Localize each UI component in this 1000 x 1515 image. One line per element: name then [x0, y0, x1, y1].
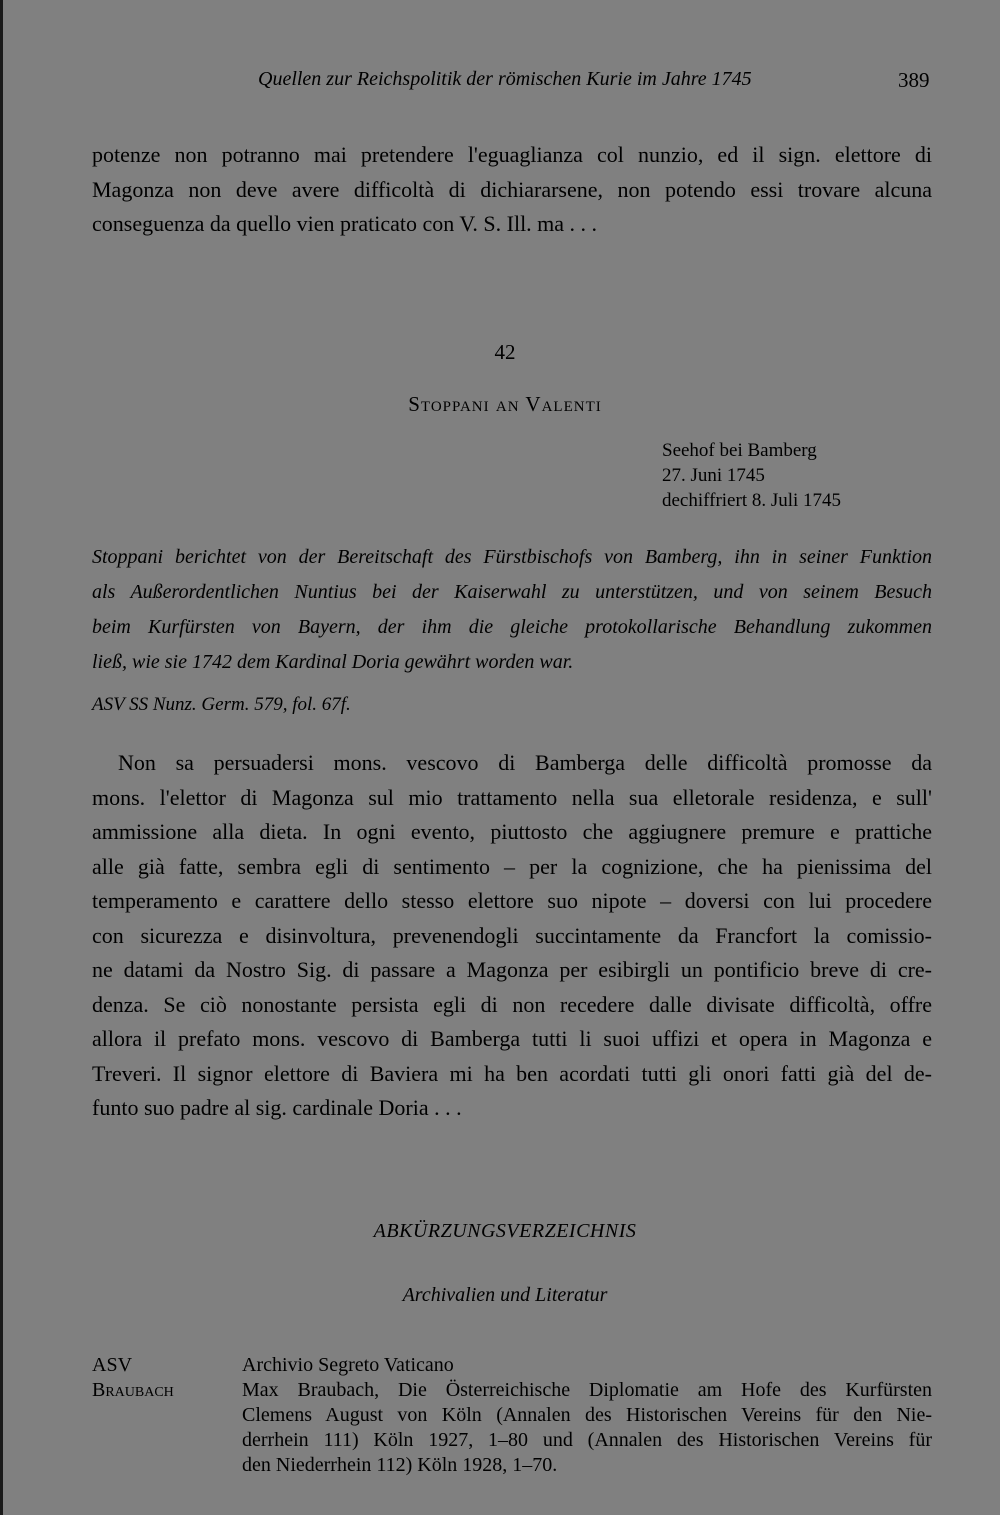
body-line: allora il prefato mons. vescovo di Bamberga tutti li suoi uffizi et opera in Magonza e	[92, 1026, 932, 1051]
dateline-deciphered: dechiffriert 8. Juli 1745	[662, 490, 842, 511]
expansion-line: Clemens August von Köln (Annalen des Historischen Vereins für den Nie-	[242, 1404, 932, 1426]
expansion-line: Archivio Segreto Vaticano	[242, 1354, 454, 1376]
body-line: denza. Se ciò nonostante persista egli di non recedere dalle divisate difficoltà, offre	[92, 991, 932, 1017]
abbreviation-entry	[92, 1353, 932, 1378]
expansion-line: derrhein 111) Köln 1927, 1–80 und (Annalen des Historischen Vereins für	[242, 1429, 932, 1451]
expansion-line: den Niederrhein 112) Köln 1928, 1–70.	[242, 1454, 558, 1476]
body-line: funto suo padre al sig. cardinale Doria . . .	[92, 1095, 462, 1120]
text-line: potenze non potranno mai pretendere l'eguaglianza col nunzio, ed il sign. elettore di	[92, 142, 932, 167]
continuation-paragraph	[92, 138, 932, 242]
document-title: Stoppani an Valenti	[408, 392, 602, 416]
body-line: temperamento e carattere dello stesso elettore suo nipote – doversi con lui procedere	[92, 888, 932, 913]
dateline	[662, 438, 841, 513]
abbreviations-subheading: Archivalien und Literatur	[402, 1284, 608, 1306]
expansion-line: Max Braubach, Die Österreichische Diplomatie am Hofe des Kurfürsten	[242, 1379, 932, 1401]
regest	[92, 540, 932, 680]
abbreviation-key: ASV	[92, 1354, 133, 1376]
abbreviation-key: Braubach	[92, 1379, 174, 1401]
abbreviation-list	[92, 1353, 932, 1478]
dateline-date: 27. Juni 1745	[662, 465, 765, 486]
abbreviation-expansion	[242, 1378, 932, 1478]
regest-line: als Außerordentlichen Nuntius bei der Kaiserwahl zu unterstützen, und von seinem Besuch	[92, 581, 932, 603]
body-line: con sicurezza e disinvoltura, prevenendogli succintamente da Francfort la comissio-	[92, 922, 932, 948]
abbreviation-entry	[92, 1378, 932, 1478]
regest-line: ließ, wie sie 1742 dem Kardinal Doria gewährt worden war.	[92, 651, 574, 673]
abbreviations-heading: ABKÜRZUNGSVERZEICHNIS	[373, 1220, 637, 1242]
text-line: conseguenza da quello vien praticato con V. S. Ill. ma . . .	[92, 211, 598, 236]
page-number: 389	[898, 68, 930, 92]
body-line: Non sa persuadersi mons. vescovo di Bamberga delle difficoltà promosse da	[118, 750, 932, 775]
body-line: ammissione alla dieta. In ogni evento, piuttosto che aggiugnere premure e prattiche	[92, 819, 932, 844]
regest-line: beim Kurfürsten von Bayern, der ihm die gleiche protokollarische Behandlung zukommen	[92, 616, 932, 638]
dateline-place: Seehof bei Bamberg	[662, 440, 817, 461]
text-line: Magonza non deve avere difficoltà di dichiararsene, non potendo essi trovare alcuna	[92, 176, 932, 202]
source-reference: ASV SS Nunz. Germ. 579, fol. 67f.	[92, 694, 351, 715]
body-line: alle già fatte, sembra egli di sentimento – per la cognizione, che ha pienissima del	[92, 853, 932, 879]
running-title: Quellen zur Reichspolitik der römischen Kurie im Jahre 1745	[258, 68, 752, 90]
body-line: Treveri. Il signor elettore di Baviera mi ha ben acordati tutti gli onori fatti già del de-	[92, 1060, 932, 1086]
body-line: ne datami da Nostro Sig. di passare a Magonza per esibirgli un pontificio breve di cre-	[92, 957, 932, 982]
letter-body	[92, 746, 932, 1126]
document-number: 42	[494, 340, 516, 364]
regest-line: Stoppani berichtet von der Bereitschaft des Fürstbischofs von Bamberg, ihn in seiner Funktion	[92, 546, 932, 568]
abbreviation-expansion	[242, 1353, 932, 1378]
body-line: mons. l'elettor di Magonza sul mio trattamento nella sua elletorale residenza, e sull'	[92, 784, 932, 810]
